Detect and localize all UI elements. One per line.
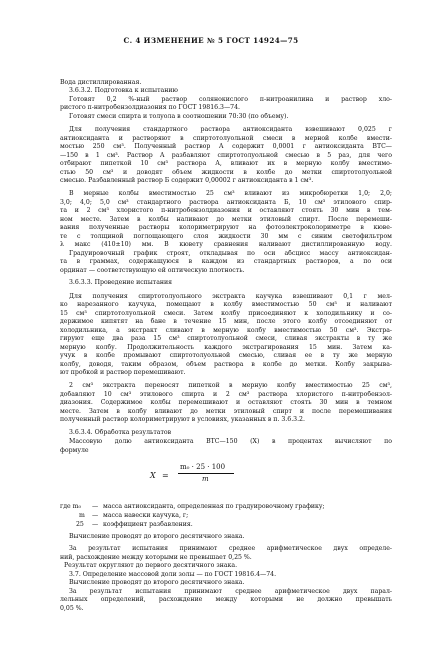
text-line: Результат округляют до первого десятичного знака. — [64, 562, 238, 569]
text-line: 0,05 %. — [60, 605, 84, 612]
text-line: формуле — [60, 447, 89, 454]
legend-text: масса антиоксиданта, определенная по градуировочному графику; — [103, 503, 325, 510]
text-line: мерную колбу. Продолжительность каждого экстрагирования 15 мин. Затем ка- — [60, 344, 392, 351]
text-line: мостью 250 см³. Полученный раствор А содержит 0,0001 г антиоксиданта ВТС— — [60, 143, 392, 150]
legend-symbol: где m₀ — [60, 503, 82, 510]
formula-denominator: m — [202, 475, 209, 483]
text-line: та и 2 см³ хлористого п-нитробензолдиазония и оставляют стоять 30 мин в тем- — [60, 207, 392, 214]
text-line: ко нарезанного каучука, помещают в колбу вместимостью 50 см³ и наливают — [60, 301, 392, 308]
legend-dash: — — [92, 512, 99, 519]
text-line: колбу, доводя, таким образом, объем раствора в колбе до метки. Колбу закрыва- — [60, 361, 392, 368]
formula-lhs: X — [150, 471, 156, 480]
section-heading: 3.6.3.3. Проведение испытания — [69, 279, 173, 286]
text-line: вания полученные растворы колориметрируют на фотоэлектроколориметре в кюве- — [60, 224, 392, 231]
legend-symbol: m — [79, 512, 85, 519]
legend-dash: — — [92, 503, 99, 510]
text-line: ординат — соответствующую ей оптическую плотность. — [60, 267, 245, 274]
section-heading: 3.6.3.4. Обработка результатов — [69, 429, 172, 436]
text-line: холодильника, а экстракт сливают в мерную колбу вместимостью 50 см³. Экстра- — [60, 327, 392, 334]
formula — [150, 463, 310, 493]
text-line: добавляют 10 см³ этилового спирта и 2 см³ раствора хлористого п-нитробензол- — [60, 391, 392, 398]
text-line: ном месте. Затем в колбы наливают до метки этиловый спирт. После перемеши- — [60, 216, 392, 223]
legend-dash: — — [92, 521, 99, 528]
text-line: 3,0; 4,0; 5,0 см³ стандартного раствора антиоксиданта Б, 10 см³ этилового спир- — [60, 199, 392, 206]
text-line: В мерные колбы вместимостью 25 см³ вливают из микробюретки 1,0; 2,0; — [69, 190, 392, 197]
text-line: —150 в 1 см³. Раствор А разбавляют спиртотолуольной смесью в 5 раз, для чего — [60, 152, 392, 159]
legend-text: коэффициент разбавления. — [103, 521, 193, 528]
text-line: ют пробкой и раствор перемешивают. — [60, 369, 186, 376]
text-line: Готовят 0,2 %-ный раствор солянокислого п-нитроанилина и раствор хло- — [69, 96, 392, 103]
text-line: За результат испытания принимают среднее арифметическое двух определе- — [69, 545, 392, 552]
text-line: Вычисление проводят до второго десятичного знака. — [69, 533, 245, 540]
formula-equals: = — [162, 471, 169, 480]
text-line: λ макс (410±10) мм. В кювету сравнения наливают дистиллированную воду. — [60, 241, 392, 248]
text-line: лельных определений, расхождение между которыми не должно превышать — [60, 596, 392, 603]
text-line: Массовую долю антиоксиданта ВТС—150 (X) в процентах вычисляют по — [69, 438, 392, 445]
text-line: диазония. Содержимое колбы перемешивают и оставляют стоять 30 мин в темном — [60, 399, 392, 406]
text-line: Готовят смеси спирта и толуола в соотношении 70:30 (по объему). — [69, 113, 289, 120]
legend-symbol: 25 — [76, 521, 84, 528]
text-line: смесью. Разбавленный раствор Б содержит 0,00002 г антиоксиданта в 1 см³. — [60, 177, 314, 184]
text-line: 15 см³ спиртотолуольной смеси. Затем колбу присоединяют к холодильнику и со- — [60, 310, 392, 317]
text-line: полученный раствор колориметрируют в условиях, указанных в п. 3.6.3.2. — [60, 416, 305, 423]
text-line: те с толщиной поглощающего слоя жидкости 30 мм с синим светофильтром — [60, 233, 392, 240]
text-line: Вычисление проводят до второго десятичного знака. — [69, 579, 245, 586]
text-line: ний, расхождение между которыми не превышает 0,25 %. — [60, 554, 252, 561]
text-line: Вода дистиллированная. — [60, 79, 142, 86]
text-line: Градуировочный график строят, откладывая по оси абсцисс массу антиоксидан- — [69, 250, 392, 257]
legend-text: масса навески каучука, г; — [103, 512, 189, 519]
text-line: антиоксиданта и растворяют в спиртотолуольной смеси в мерной колбе вмести- — [60, 135, 392, 142]
text-line: ристого п-нитробензолдиазония по ГОСТ 19816.3—74. — [60, 104, 241, 111]
page-header: С. 4 ИЗМЕНЕНИЕ № 5 ГОСТ 14924—75 — [123, 36, 299, 45]
text-line: 2 см³ экстракта переносят пипеткой в мерную колбу вместимостью 25 см³, — [69, 382, 392, 389]
formula-numerator: m₀ · 25 · 100 — [180, 463, 226, 471]
text-line: месте. Затем в колбу вливают до метки этиловый спирт и после перемешивания — [60, 408, 392, 415]
text-line: держимое кипятят на бане в течение 15 мин, после этого колбу отсоединяют от — [60, 318, 392, 325]
text-line: учук в колбе промывают спиртотолуольной смесью, сливая ее в ту же мерную — [60, 352, 392, 359]
text-line: та в граммах, содержащуюся в каждом из стандартных растворов, а по оси — [60, 258, 392, 265]
fraction-bar — [178, 473, 234, 474]
section-heading: 3.7. Определение массовой доли золы — по ГОСТ 19816.4—74. — [69, 571, 277, 578]
text-line: стью 50 см³ и доводят объем жидкости в колбе до метки спиртотолуольной — [60, 169, 392, 176]
text-line: Для получения стандартного раствора антиоксиданта взвешивают 0,025 г — [69, 126, 392, 133]
section-heading: 3.6.3.2. Подготовка к испытанию — [69, 87, 178, 94]
text-line: гируют еще два раза 15 см³ спиртотолуольной смеси, сливая экстракты в ту же — [60, 335, 392, 342]
text-line: отбирают пипеткой 10 см³ раствора А, вливают их в мерную колбу вместимо- — [60, 160, 392, 167]
text-line: За результат испытания принимают среднее арифметическое двух парал- — [69, 588, 392, 595]
text-line: Для получения спиртотолуольного экстракта каучука взвешивают 0,1 г мел- — [69, 293, 392, 300]
